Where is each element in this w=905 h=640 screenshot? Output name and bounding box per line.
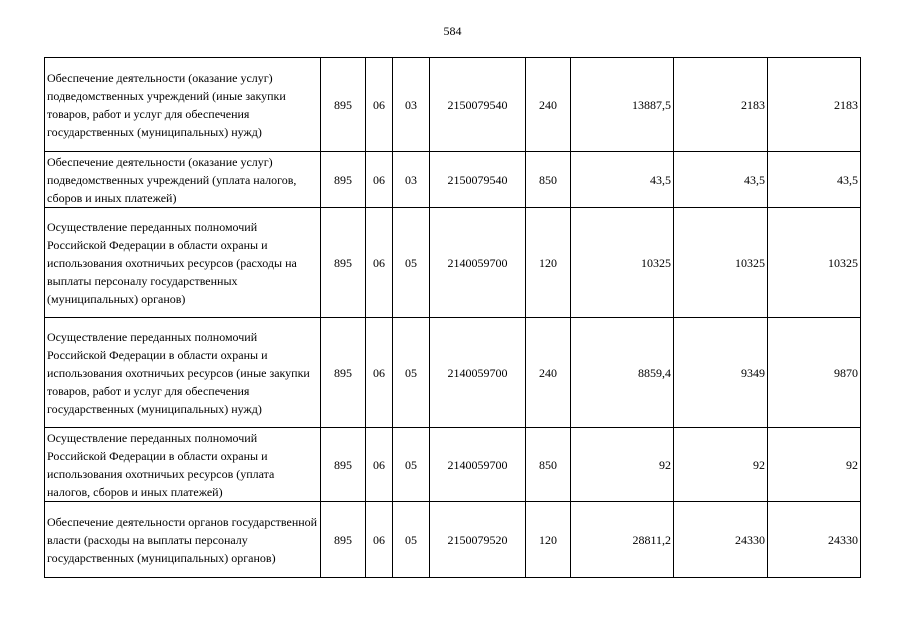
- section-code: 06: [366, 318, 393, 428]
- row-description: Обеспечение деятельности (оказание услуг) подведомственных учреждений (иные закупки товаров, работ и услуг для обеспечения государственных (муниципальных) нужд): [45, 58, 321, 152]
- amount-1: 13887,5: [571, 58, 674, 152]
- amount-1: 10325: [571, 208, 674, 318]
- target-article-code: 2140059700: [430, 318, 526, 428]
- amount-2: 43,5: [674, 152, 768, 208]
- section-code: 06: [366, 428, 393, 502]
- amount-3: 24330: [768, 502, 861, 578]
- subsection-code: 05: [393, 318, 430, 428]
- amount-2: 10325: [674, 208, 768, 318]
- subsection-code: 03: [393, 152, 430, 208]
- target-article-code: 2150079520: [430, 502, 526, 578]
- amount-1: 8859,4: [571, 318, 674, 428]
- expense-type-code: 240: [526, 58, 571, 152]
- budget-table: [44, 57, 861, 578]
- expense-type-code: 850: [526, 428, 571, 502]
- amount-2: 9349: [674, 318, 768, 428]
- table-row: [45, 58, 861, 152]
- subsection-code: 05: [393, 502, 430, 578]
- amount-3: 92: [768, 428, 861, 502]
- row-description: Обеспечение деятельности органов государственной власти (расходы на выплаты персоналу государственных (муниципальных) органов): [45, 502, 321, 578]
- expense-type-code: 120: [526, 208, 571, 318]
- amount-1: 92: [571, 428, 674, 502]
- expense-type-code: 850: [526, 152, 571, 208]
- amount-1: 28811,2: [571, 502, 674, 578]
- expense-type-code: 120: [526, 502, 571, 578]
- amount-3: 10325: [768, 208, 861, 318]
- ministry-code: 895: [321, 58, 366, 152]
- table-row: [45, 428, 861, 502]
- amount-3: 2183: [768, 58, 861, 152]
- amount-3: 43,5: [768, 152, 861, 208]
- target-article-code: 2140059700: [430, 428, 526, 502]
- subsection-code: 03: [393, 58, 430, 152]
- amount-3: 9870: [768, 318, 861, 428]
- page-number: 584: [443, 24, 462, 38]
- section-code: 06: [366, 208, 393, 318]
- table-row: [45, 208, 861, 318]
- section-code: 06: [366, 502, 393, 578]
- target-article-code: 2150079540: [430, 152, 526, 208]
- ministry-code: 895: [321, 502, 366, 578]
- amount-1: 43,5: [571, 152, 674, 208]
- amount-2: 92: [674, 428, 768, 502]
- ministry-code: 895: [321, 152, 366, 208]
- subsection-code: 05: [393, 428, 430, 502]
- table-row: [45, 502, 861, 578]
- amount-2: 2183: [674, 58, 768, 152]
- row-description: Осуществление переданных полномочий Российской Федерации в области охраны и использования охотничьих ресурсов (иные закупки товаров, работ и услуг для обеспечения государственных (муниципальных) нужд): [45, 318, 321, 428]
- ministry-code: 895: [321, 208, 366, 318]
- target-article-code: 2140059700: [430, 208, 526, 318]
- section-code: 06: [366, 58, 393, 152]
- section-code: 06: [366, 152, 393, 208]
- target-article-code: 2150079540: [430, 58, 526, 152]
- row-description: Обеспечение деятельности (оказание услуг) подведомственных учреждений (уплата налогов, сборов и иных платежей): [45, 152, 321, 208]
- row-description: Осуществление переданных полномочий Российской Федерации в области охраны и использования охотничьих ресурсов (расходы на выплаты персоналу государственных (муниципальных) органов): [45, 208, 321, 318]
- ministry-code: 895: [321, 318, 366, 428]
- subsection-code: 05: [393, 208, 430, 318]
- table-row: [45, 152, 861, 208]
- ministry-code: 895: [321, 428, 366, 502]
- row-description: Осуществление переданных полномочий Российской Федерации в области охраны и использования охотничьих ресурсов (уплата налогов, сборов и иных платежей): [45, 428, 321, 502]
- amount-2: 24330: [674, 502, 768, 578]
- table-row: [45, 318, 861, 428]
- expense-type-code: 240: [526, 318, 571, 428]
